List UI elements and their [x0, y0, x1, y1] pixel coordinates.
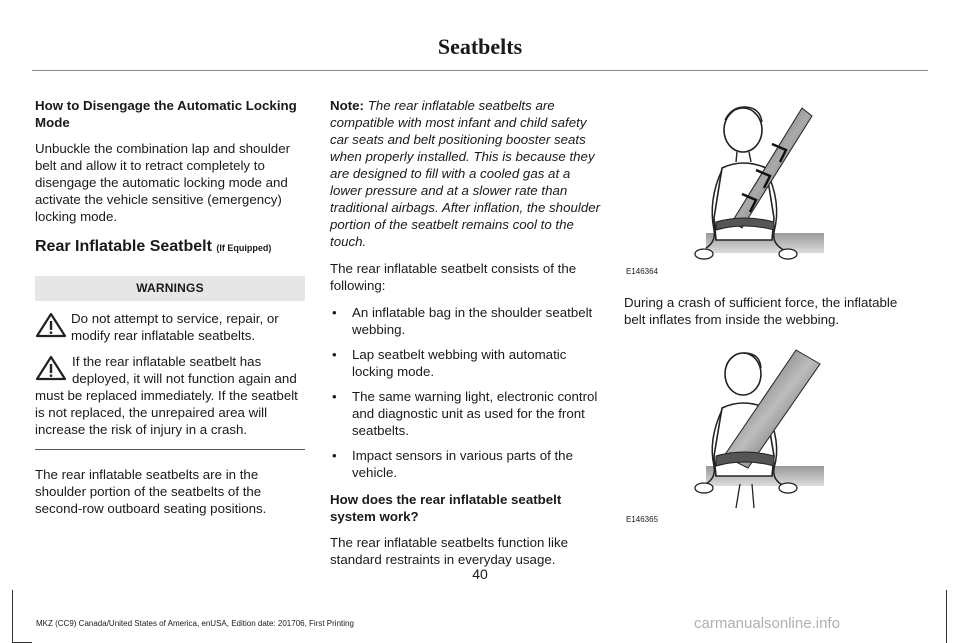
- warning-text-2-content: If the rear inflatable seatbelt has deployed, it will not function again and must be replaced immediately. If the seatbelt is not replaced, the unrepaired area will increase the risk of injury in a crash.: [35, 354, 298, 437]
- column-middle: [330, 97, 602, 578]
- page-title: Seatbelts: [437, 34, 523, 59]
- warning-item-1: [35, 310, 305, 344]
- paragraph-location: The rear inflatable seatbelts are in the shoulder portion of the seatbelts of the second-row outboard seating positions.: [35, 467, 267, 516]
- footer-edition-info: MKZ (CC9) Canada/United States of America, enUSA, Edition date: 201706, First Printing: [36, 619, 354, 628]
- paragraph-disengage: Unbuckle the combination lap and shoulder belt and allow it to retract completely to disengage the automatic locking mode and activate the vehicle sensitive (emergency) locking mode.: [35, 141, 291, 224]
- figure-belt-inflated: [624, 348, 844, 528]
- paragraph-function: The rear inflatable seatbelts function like standard restraints in everyday usage.: [330, 535, 569, 567]
- warning-item-2: [35, 353, 305, 438]
- warning-text-2: [35, 353, 305, 438]
- figure-belt-deflated: [624, 90, 844, 280]
- figure-code-2: E146365: [626, 515, 659, 524]
- watermark: carmanualsonline.info: [694, 615, 840, 632]
- child-seatbelt-illustration: [624, 90, 844, 272]
- note-label: Note:: [330, 98, 364, 113]
- warning-text-1: Do not attempt to service, repair, or modify rear inflatable seatbelts.: [71, 311, 279, 343]
- crop-mark: [12, 590, 13, 643]
- list-item: • An inflatable bag in the shoulder seatbelt webbing.: [330, 304, 602, 338]
- warnings-band: WARNINGS: [35, 276, 305, 301]
- paragraph-consists: The rear inflatable seatbelt consists of the following:: [330, 261, 577, 293]
- list-item: • Lap seatbelt webbing with automatic locking mode.: [330, 346, 602, 380]
- column-right: [624, 90, 898, 528]
- list-item: • Impact sensors in various parts of the vehicle.: [330, 447, 602, 481]
- figure-code-1: E146364: [626, 267, 659, 276]
- paragraph-crash: During a crash of sufficient force, the inflatable belt inflates from inside the webbing.: [624, 295, 898, 327]
- component-list: [330, 304, 602, 481]
- heading-disengage: How to Disengage the Automatic Locking Mode: [35, 98, 297, 130]
- note-text: The rear inflatable seatbelts are compatible with most infant and child safety car seats and belt positioning booster seats when properly installed. This is because they are designed to fill with a cooled gas at a lower pressure and at a slower rate than traditional airbags. After inflation, the shoulder portion of the seatbelt remains cool to the touch.: [330, 98, 601, 249]
- crop-mark: [946, 590, 947, 643]
- child-seatbelt-inflated-illustration: [624, 348, 844, 518]
- warnings-rule: [35, 449, 305, 450]
- warning-triangle-icon: [35, 312, 67, 338]
- page-number: 40: [472, 566, 488, 582]
- column-left: [35, 97, 305, 527]
- section-heading-suffix: (If Equipped): [216, 243, 272, 253]
- section-heading-text: Rear Inflatable Seatbelt: [35, 238, 212, 255]
- heading-how-it-works: How does the rear inflatable seatbelt system work?: [330, 492, 562, 524]
- list-item: • The same warning light, electronic control and diagnostic unit as used for the front seatbelts.: [330, 388, 602, 439]
- header-rule: [32, 70, 928, 71]
- section-heading-rear-inflatable: [35, 237, 305, 258]
- warning-triangle-icon: [35, 355, 67, 381]
- note-paragraph: [330, 97, 602, 250]
